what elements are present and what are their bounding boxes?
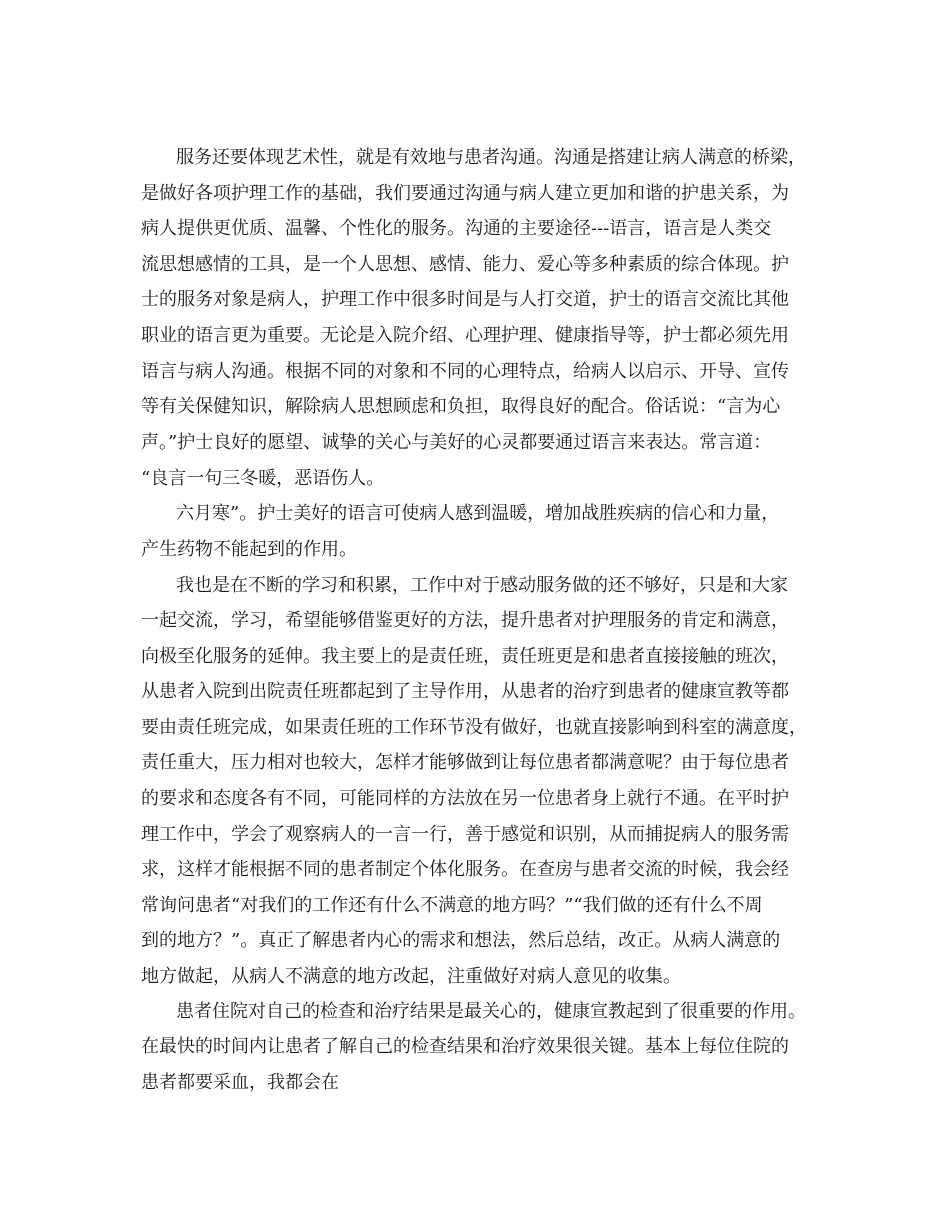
text-line: 的要求和态度各有不同，可能同样的方法放在另一位患者身上就行不通。在平时护 <box>141 788 789 809</box>
text-line: 责任重大，压力相对也较大，怎样才能够做到让每位患者都满意呢？由于每位患者 <box>141 752 789 773</box>
text-line: 产生药物不能起到的作用。 <box>141 539 357 560</box>
text-line: 声。”护士良好的愿望、诚挚的关心与美好的心灵都要通过语言来表达。常言道： <box>141 432 772 453</box>
text-line: 病人提供更优质、温馨、个性化的服务。沟通的主要途径---语言，语言是人类交 <box>141 218 772 239</box>
text-line: 一起交流，学习，希望能够借鉴更好的方法，提升患者对护理服务的肯定和满意， <box>141 610 789 631</box>
text-line: 语言与病人沟通。根据不同的对象和不同的心理特点，给病人以启示、开导、宣传 <box>141 361 789 382</box>
text-line: 地方做起，从病人不满意的地方改起，注重做好对病人意见的收集。 <box>141 966 681 987</box>
text-line: 职业的语言更为重要。无论是入院介绍、心理护理、健康指导等，护士都必须先用 <box>141 325 789 346</box>
text-line: 是做好各项护理工作的基础，我们要通过沟通与病人建立更加和谐的护患关系，为 <box>141 183 789 204</box>
text-line: 常询问患者“对我们的工作还有什么不满意的地方吗？”“我们做的还有什么不周 <box>141 895 763 916</box>
text-line: 六月寒”。护士美好的语言可使病人感到温暖，增加战胜疾病的信心和力量， <box>176 503 780 524</box>
text-line: 患者住院对自己的检查和治疗结果是最关心的，健康宣教起到了很重要的作用。 <box>176 1001 806 1022</box>
text-line: 要由责任班完成，如果责任班的工作环节没有做好，也就直接影响到科室的满意度， <box>141 717 807 738</box>
text-line: 士的服务对象是病人，护理工作中很多时间是与人打交道，护士的语言交流比其他 <box>141 289 789 310</box>
text-line: 在最快的时间内让患者了解自己的检查结果和治疗效果很关键。基本上每位住院的 <box>141 1036 789 1057</box>
text-line: 到的地方？”。真正了解患者内心的需求和想法，然后总结，改正。从病人满意的 <box>141 930 781 951</box>
text-line: 流思想感情的工具，是一个人思想、感情、能力、爱心等多种素质的综合体现。护 <box>141 254 789 275</box>
text-line: “良言一句三冬暖，恶语伤人。 <box>141 468 385 489</box>
text-line: 等有关保健知识，解除病人思想顾虑和负担，取得良好的配合。俗话说：“言为心 <box>141 396 781 417</box>
text-line: 服务还要体现艺术性，就是有效地与患者沟通。沟通是搭建让病人满意的桥梁， <box>176 147 806 168</box>
text-line: 理工作中，学会了观察病人的一言一行，善于感觉和识别，从而捕捉病人的服务需 <box>141 824 789 845</box>
text-line: 求，这样才能根据不同的患者制定个体化服务。在查房与患者交流的时候，我会经 <box>141 859 789 880</box>
text-line: 患者都要采血，我都会在 <box>141 1072 339 1093</box>
text-line: 从患者入院到出院责任班都起到了主导作用，从患者的治疗到患者的健康宣教等都 <box>141 681 789 702</box>
text-line: 向极至化服务的延伸。我主要上的是责任班，责任班更是和患者直接接触的班次， <box>141 646 789 667</box>
text-line: 我也是在不断的学习和积累，工作中对于感动服务做的还不够好，只是和大家 <box>176 575 788 596</box>
